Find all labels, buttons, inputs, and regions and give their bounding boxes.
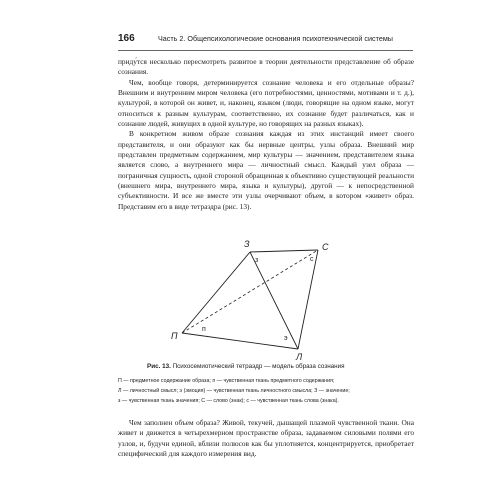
legend-line-1: П — предметное содержание образа; п — чувственная ткань предметного содержания; — [118, 378, 335, 384]
inner-label-near-left: п — [202, 326, 206, 333]
edge-c-l — [298, 250, 318, 349]
bottom-paragraph-1: Чем заполнен объем образа? Живой, текучей, дышащей плазмой чувственной ткани. Она живет и движется в четырехмерном пространстве образа, задаваемом силовыми полями его узлов, и, будучи единой, вблизи полюсов как бы уплотняется, концентрируется, приобретает специфический для каждого измерения вид. — [118, 418, 414, 459]
caption-label: Рис. 13. — [147, 363, 171, 370]
running-head: Часть 2. Общепсихологические основания психотехнической системы — [158, 34, 393, 43]
paragraph-3: В конкретном живом образе сознания каждая из этих инстанций имеет своего представителя, и они образуют как бы нервные центры, узлы образа. Внешний мир представлен предметным содержанием, мир культуры — значением, представителем языка является слово, а внутреннего мира — личностный смысл. Каждый узел образа — пограничная сущность, одной стороной обращенная к объективно существующей реальности (внешнего мира, внутреннего мира, языка и культуры), другой — к непосредственной субъективности. И все же вместе эти узлы очерчивают объем, в котором «живет» образ. Представим его в виде тетраэдра (рис. 13). — [118, 129, 414, 211]
legend-line-2: Л — личностный смысл; э (эмоция) — чувственная ткань личностного смысла; З — значение; — [118, 388, 350, 395]
figure-caption — [147, 363, 407, 370]
legend-line-3: з — чувственная ткань значения; С — слово (знак); с — чувственная ткань слова (знака). — [118, 398, 339, 405]
paragraph-1: приду́тся несколько пересмотреть развитое в теории деятельности представление об образе сознания. — [118, 57, 414, 77]
edge-z-c — [250, 250, 318, 252]
vertex-label-right: С — [322, 242, 329, 252]
tetrahedron-diagram — [160, 238, 360, 362]
tetrahedron-figure — [160, 238, 360, 362]
header-rule — [118, 50, 413, 51]
body-text — [118, 57, 414, 212]
vertex-label-top: З — [244, 239, 250, 249]
paragraph-2: Чем, вообще говоря, детерминируется сознание человека и его отдельные образы? Внешним и внутренним миром человека (его потребностями, ценностями, мотивами и т. д.), культурой, в которой он живет, и, наконец, языком (люди, говорящие на одном языке, могут относиться к разным культурам, соответственно, их сознание будет различаться, как и сознание людей, живущих в одной культуре, но говорящих на разных языках). — [118, 77, 414, 129]
page-number: 166 — [118, 33, 135, 44]
inner-label-near-bottom: э — [284, 335, 288, 342]
vertex-label-left: П — [171, 331, 178, 341]
edge-p-c — [182, 250, 318, 333]
edge-p-z — [182, 252, 250, 333]
inner-label-near-right: с — [310, 256, 314, 263]
edge-p-l — [182, 333, 298, 349]
vertex-label-bottom: Л — [296, 352, 303, 362]
caption-text: Психосемиотический тетраэдр — модель образа сознания — [172, 363, 345, 370]
inner-label-near-top: з — [255, 257, 259, 264]
bottom-text — [118, 418, 414, 459]
figure-legend — [118, 376, 414, 407]
